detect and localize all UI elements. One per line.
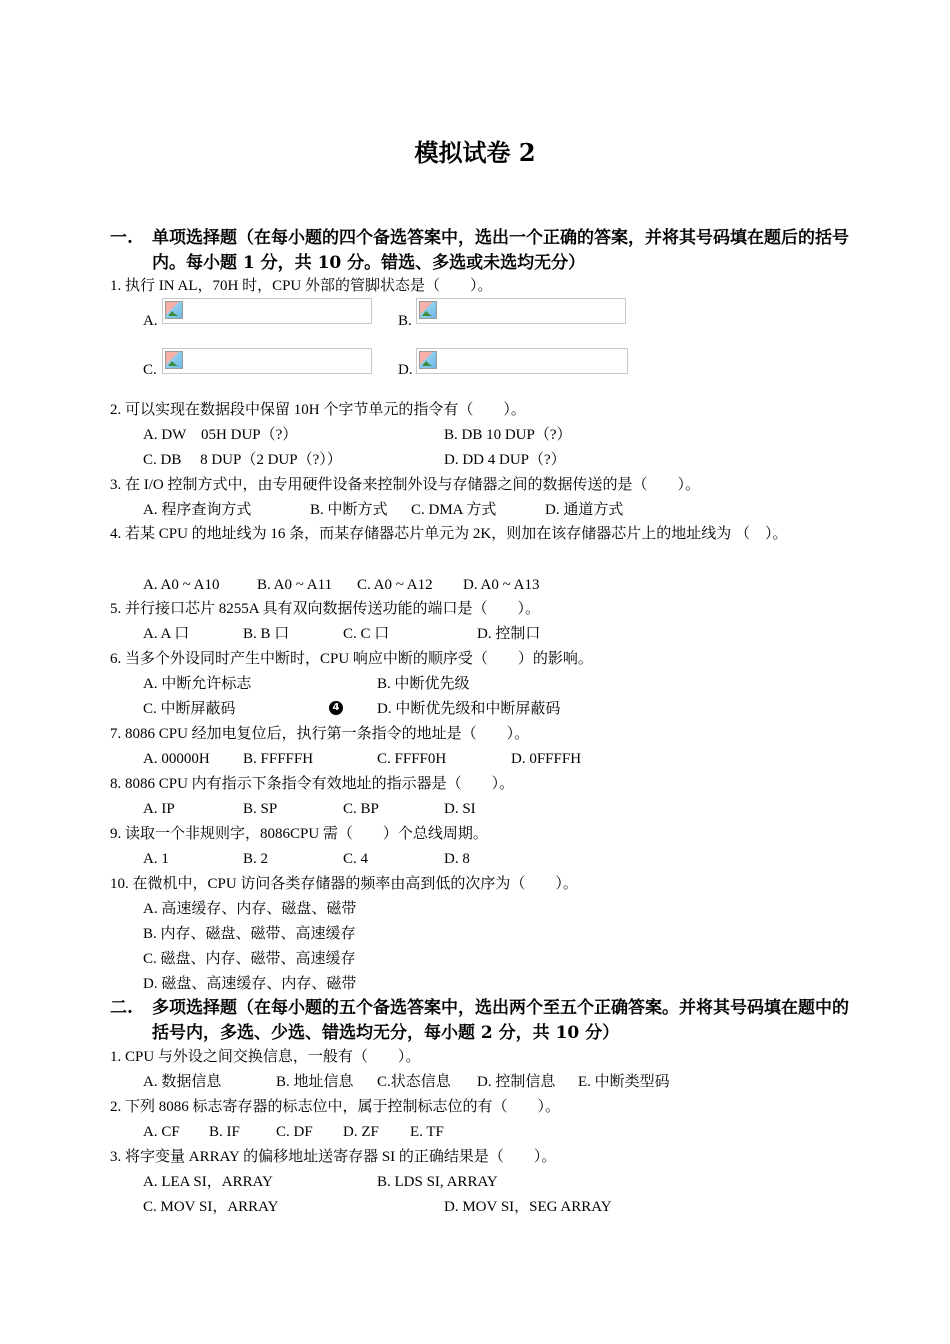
question-8-option-d: D. SI <box>444 801 476 817</box>
question-7-stem: 7. 8086 CPU 经加电复位后，执行第一条指令的地址是（ ）。 <box>110 726 530 742</box>
section-text: 单项选择题（在每小题的四个备选答案中，选出一个正确的答案，并将其号码填在题后的括号内。每小题 1 分，共 10 分。错选、多选或未选均无分） <box>152 228 849 273</box>
question-7-option-a: A. 00000H <box>143 751 210 767</box>
question-10-option-a: A. 高速缓存、内存、磁盘、磁带 <box>143 901 357 917</box>
broken-image-icon <box>165 301 183 319</box>
multi-question-2-option-a: A. CF <box>143 1124 180 1140</box>
question-2-option-a: A. DW 05H DUP（?） <box>143 427 298 443</box>
multi-question-1-option-a: A. 数据信息 <box>143 1074 222 1090</box>
multi-question-1-option-b: B. 地址信息 <box>276 1074 354 1090</box>
section-number: 一. <box>110 228 133 248</box>
question-2-stem: 2. 可以实现在数据段中保留 10H 个字节单元的指令有（ ）。 <box>110 402 526 418</box>
broken-image-icon <box>419 351 437 369</box>
question-3-option-d: D. 通道方式 <box>545 502 624 518</box>
section-text: 多项选择题（在每小题的五个备选答案中，选出两个至五个正确答案。并将其号码填在题中的括号内，多选、少选、错选均无分，每小题 2 分，共 10 分） <box>152 998 849 1043</box>
question-4-option-c: C. A0 ~ A12 <box>357 577 433 593</box>
multi-question-3-stem: 3. 将字变量 ARRAY 的偏移地址送寄存器 SI 的正确结果是（ ）。 <box>110 1149 557 1165</box>
question-6-option-d: D. 中断优先级和中断屏蔽码 <box>377 701 561 717</box>
multi-question-2-option-d: D. ZF <box>343 1124 379 1140</box>
question-4-option-d: D. A0 ~ A13 <box>463 577 540 593</box>
multi-question-1-option-e: E. 中断类型码 <box>578 1074 670 1090</box>
question-10-option-b: B. 内存、磁盘、磁带、高速缓存 <box>143 926 356 942</box>
multi-question-1-option-c: C.状态信息 <box>377 1074 451 1090</box>
question-4-option-a: A. A0 ~ A10 <box>143 577 220 593</box>
section-number: 二. <box>110 998 133 1018</box>
page-title: 模拟试卷 2 <box>414 138 536 167</box>
section-heading-single-choice <box>110 226 850 276</box>
question-8-option-b: B. SP <box>243 801 278 817</box>
multi-question-2-option-e: E. TF <box>410 1124 444 1140</box>
question-1-stem: 1. 执行 IN AL，70H 时，CPU 外部的管脚状态是（ ）。 <box>110 278 493 294</box>
question-3-option-b: B. 中断方式 <box>310 502 388 518</box>
multi-question-1-stem: 1. CPU 与外设之间交换信息，一般有（ ）。 <box>110 1049 421 1065</box>
question-8-option-a: A. IP <box>143 801 175 817</box>
question-1-option-d-label: D. <box>398 362 413 378</box>
question-5-option-a: A. A 口 <box>143 626 190 642</box>
question-3-stem: 3. 在 I/O 控制方式中，由专用硬件设备来控制外设与存储器之间的数据传送的是（ ）。 <box>110 477 700 493</box>
question-5-option-b: B. B 口 <box>243 626 290 642</box>
question-1-option-c-image <box>162 348 372 374</box>
multi-question-2-option-b: B. IF <box>209 1124 240 1140</box>
multi-question-3-option-a: A. LEA SI，ARRAY <box>143 1174 273 1190</box>
question-10-option-c: C. 磁盘、内存、磁带、高速缓存 <box>143 951 356 967</box>
question-6-stem: 6. 当多个外设同时产生中断时，CPU 响应中断的顺序受（ ）的影响。 <box>110 651 593 667</box>
question-7-option-c: C. FFFF0H <box>377 751 447 767</box>
multi-question-2-stem: 2. 下列 8086 标志寄存器的标志位中，属于控制标志位的有（ ）。 <box>110 1099 561 1115</box>
question-2-option-d: D. DD 4 DUP（?） <box>444 452 566 468</box>
question-2-option-b: B. DB 10 DUP（?） <box>444 427 572 443</box>
question-6-option-c: C. 中断屏蔽码 <box>143 701 236 717</box>
question-9-option-b: B. 2 <box>243 851 269 867</box>
broken-image-icon <box>165 351 183 369</box>
multi-question-3-option-b: B. LDS SI, ARRAY <box>377 1174 498 1190</box>
multi-question-3-option-c: C. MOV SI，ARRAY <box>143 1199 279 1215</box>
question-1-option-a-image <box>162 298 372 324</box>
question-9-stem: 9. 读取一个非规则字，8086CPU 需（ ）个总线周期。 <box>110 826 488 842</box>
broken-image-icon <box>419 301 437 319</box>
question-10-stem: 10. 在微机中，CPU 访问各类存储器的频率由高到低的次序为（ ）。 <box>110 876 578 892</box>
question-10-option-d: D. 磁盘、高速缓存、内存、磁带 <box>143 976 357 992</box>
question-5-option-c: C. C 口 <box>343 626 390 642</box>
question-3-option-c: C. DMA 方式 <box>411 502 497 518</box>
question-1-option-b-image <box>416 298 626 324</box>
section-heading-multiple-choice <box>110 996 850 1046</box>
question-7-option-d: D. 0FFFFH <box>511 751 582 767</box>
question-5-stem: 5. 并行接口芯片 8255A 具有双向数据传送功能的端口是（ ）。 <box>110 601 541 617</box>
question-9-option-a: A. 1 <box>143 851 169 867</box>
question-5-option-d: D. 控制口 <box>477 626 541 642</box>
question-1-option-d-image <box>416 348 628 374</box>
question-8-option-c: C. BP <box>343 801 379 817</box>
multi-question-3-option-d: D. MOV SI，SEG ARRAY <box>444 1199 612 1215</box>
question-3-option-a: A. 程序查询方式 <box>143 502 252 518</box>
multi-question-2-option-c: C. DF <box>276 1124 313 1140</box>
question-4-option-b: B. A0 ~ A11 <box>257 577 333 593</box>
question-2-option-c: C. DB 8 DUP（2 DUP（?）） <box>143 452 342 468</box>
numbered-bullet-marker: 4 <box>329 701 343 715</box>
question-1-option-c-label: C. <box>143 362 157 378</box>
question-7-option-b: B. FFFFFH <box>243 751 314 767</box>
question-9-option-c: C. 4 <box>343 851 369 867</box>
question-1-option-a-label: A. <box>143 313 158 329</box>
question-8-stem: 8. 8086 CPU 内有指示下条指令有效地址的指示器是（ ）。 <box>110 776 515 792</box>
multi-question-1-option-d: D. 控制信息 <box>477 1074 556 1090</box>
question-1-option-b-label: B. <box>398 313 412 329</box>
question-6-option-a: A. 中断允许标志 <box>143 676 252 692</box>
question-6-option-b: B. 中断优先级 <box>377 676 470 692</box>
question-9-option-d: D. 8 <box>444 851 470 867</box>
question-4-stem: 4. 若某 CPU 的地址线为 16 条，而某存储器芯片单元为 2K，则加在该存储器芯片上的地址线为 （ ）。 <box>110 526 788 542</box>
